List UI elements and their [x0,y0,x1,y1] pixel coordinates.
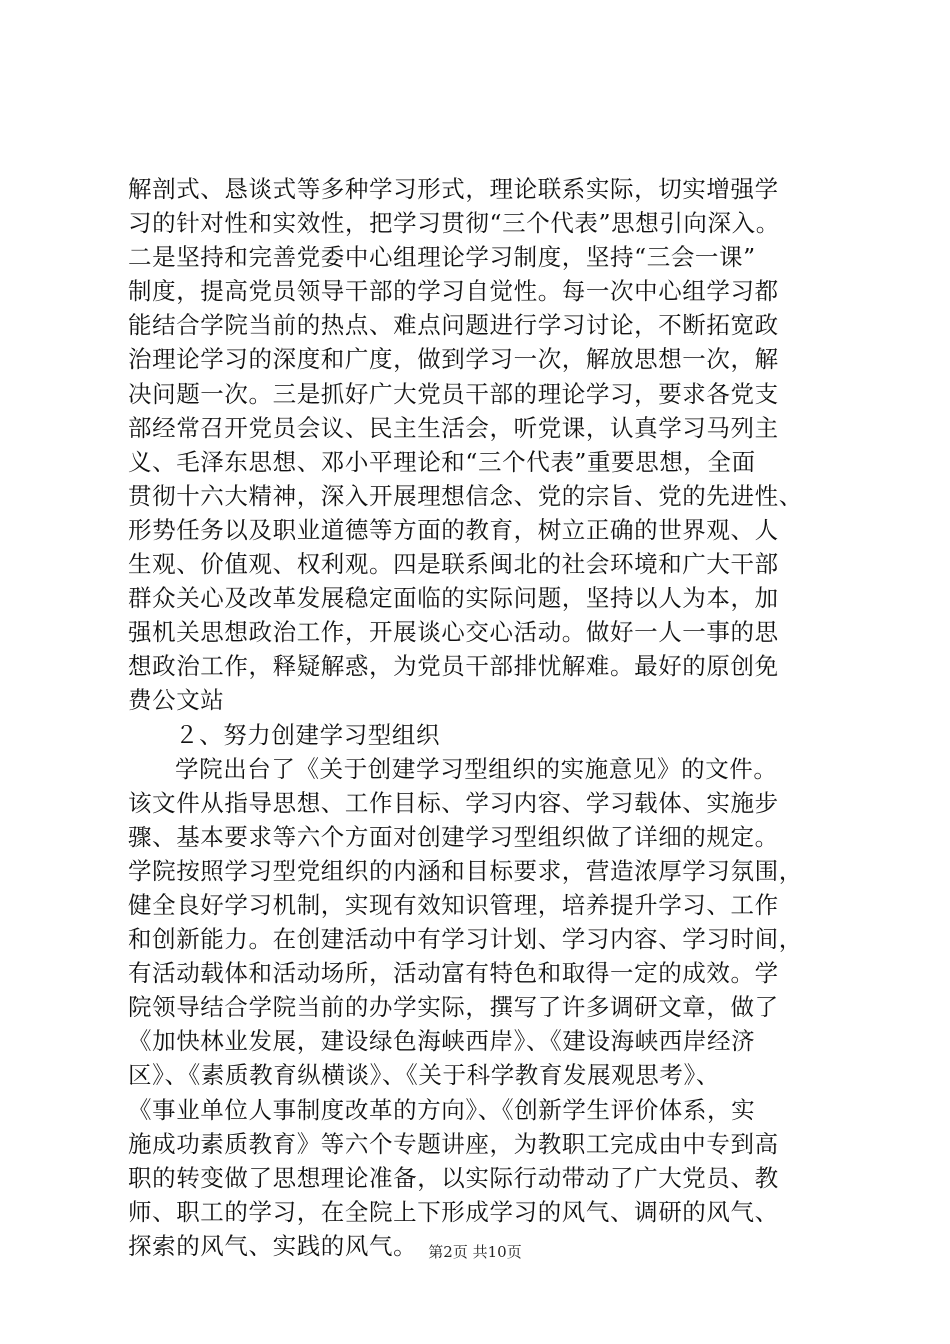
page-footer: 第2页 共10页 [428,1243,522,1261]
text-line: 区》、《素质教育纵横谈》、《关于科学教育发展观思考》、 [128,1061,720,1090]
text-line: 形势任务以及职业道德等方面的教育，树立正确的世界观、人 [128,515,779,544]
text-line: 有活动载体和活动场所，活动富有特色和取得一定的成效。学 [128,959,779,988]
text-line: 能结合学院当前的热点、难点问题进行学习讨论，不断拓宽政 [128,311,779,340]
text-line: 《加快林业发展，建设绿色海峡西岸》、《建设海峡西岸经济 [128,1027,756,1056]
text-line: 部经常召开党员会议、民主生活会，听党课，认真学习马列主 [128,413,779,442]
text-line: 骤、基本要求等六个方面对创建学习型组织做了详细的规定。 [128,822,779,851]
body-text [128,172,828,1263]
text-line: 制度，提高党员领导干部的学习自觉性。每一次中心组学习都 [128,277,779,306]
text-line: 健全良好学习机制，实现有效知识管理，培养提升学习、工作 [128,890,779,919]
text-line: 学院按照学习型党组织的内涵和目标要求，营造浓厚学习氛围， [128,856,803,885]
text-line: 院领导结合学院当前的办学实际，撰写了许多调研文章，做了 [128,993,779,1022]
text-line: 学院出台了《关于创建学习型组织的实施意见》的文件。 [175,754,778,783]
text-line: 职的转变做了思想理论准备，以实际行动带动了广大党员、教 [128,1163,779,1192]
text-line: 决问题一次。三是抓好广大党员干部的理论学习，要求各党支 [128,379,779,408]
text-line: 解剖式、恳谈式等多种学习形式，理论联系实际，切实增强学 [128,175,779,203]
text-line: 贯彻十六大精神，深入开展理想信念、党的宗旨、党的先进性、 [128,481,803,510]
text-line: 二是坚持和完善党委中心组理论学习制度，坚持“三会一课” [128,243,756,272]
text-line: 生观、价值观、权利观。四是联系闽北的社会环境和广大干部 [128,550,779,579]
text-line: 探索的风气、实践的风气。 [128,1231,418,1260]
text-line: 义、毛泽东思想、邓小平理论和“三个代表”重要思想，全面 [128,447,756,476]
text-line: 施成功素质教育》等六个专题讲座，为教职工完成由中专到高 [128,1129,779,1158]
text-line: 强机关思想政治工作，开展谈心交心活动。做好一人一事的思 [128,618,779,647]
text-line: 和创新能力。在创建活动中有学习计划、学习内容、学习时间， [128,925,803,954]
text-line: 《事业单位人事制度改革的方向》、《创新学生评价体系，实 [128,1095,756,1124]
text-line: 治理论学习的深度和广度，做到学习一次，解放思想一次，解 [128,345,779,374]
text-line: ２、努力创建学习型组织 [175,720,441,749]
text-line: 该文件从指导思想、工作目标、学习内容、学习载体、实施步 [128,788,779,817]
text-line: 费公文站 [128,686,225,715]
text-line: 师、职工的学习，在全院上下形成学习的风气、调研的风气、 [128,1197,779,1226]
text-line: 想政治工作，释疑解惑，为党员干部排忧解难。最好的原创免 [128,652,779,681]
text-line: 习的针对性和实效性，把学习贯彻“三个代表”思想引向深入。 [128,209,780,238]
text-line: 群众关心及改革发展稳定面临的实际问题，坚持以人为本，加 [128,584,779,613]
